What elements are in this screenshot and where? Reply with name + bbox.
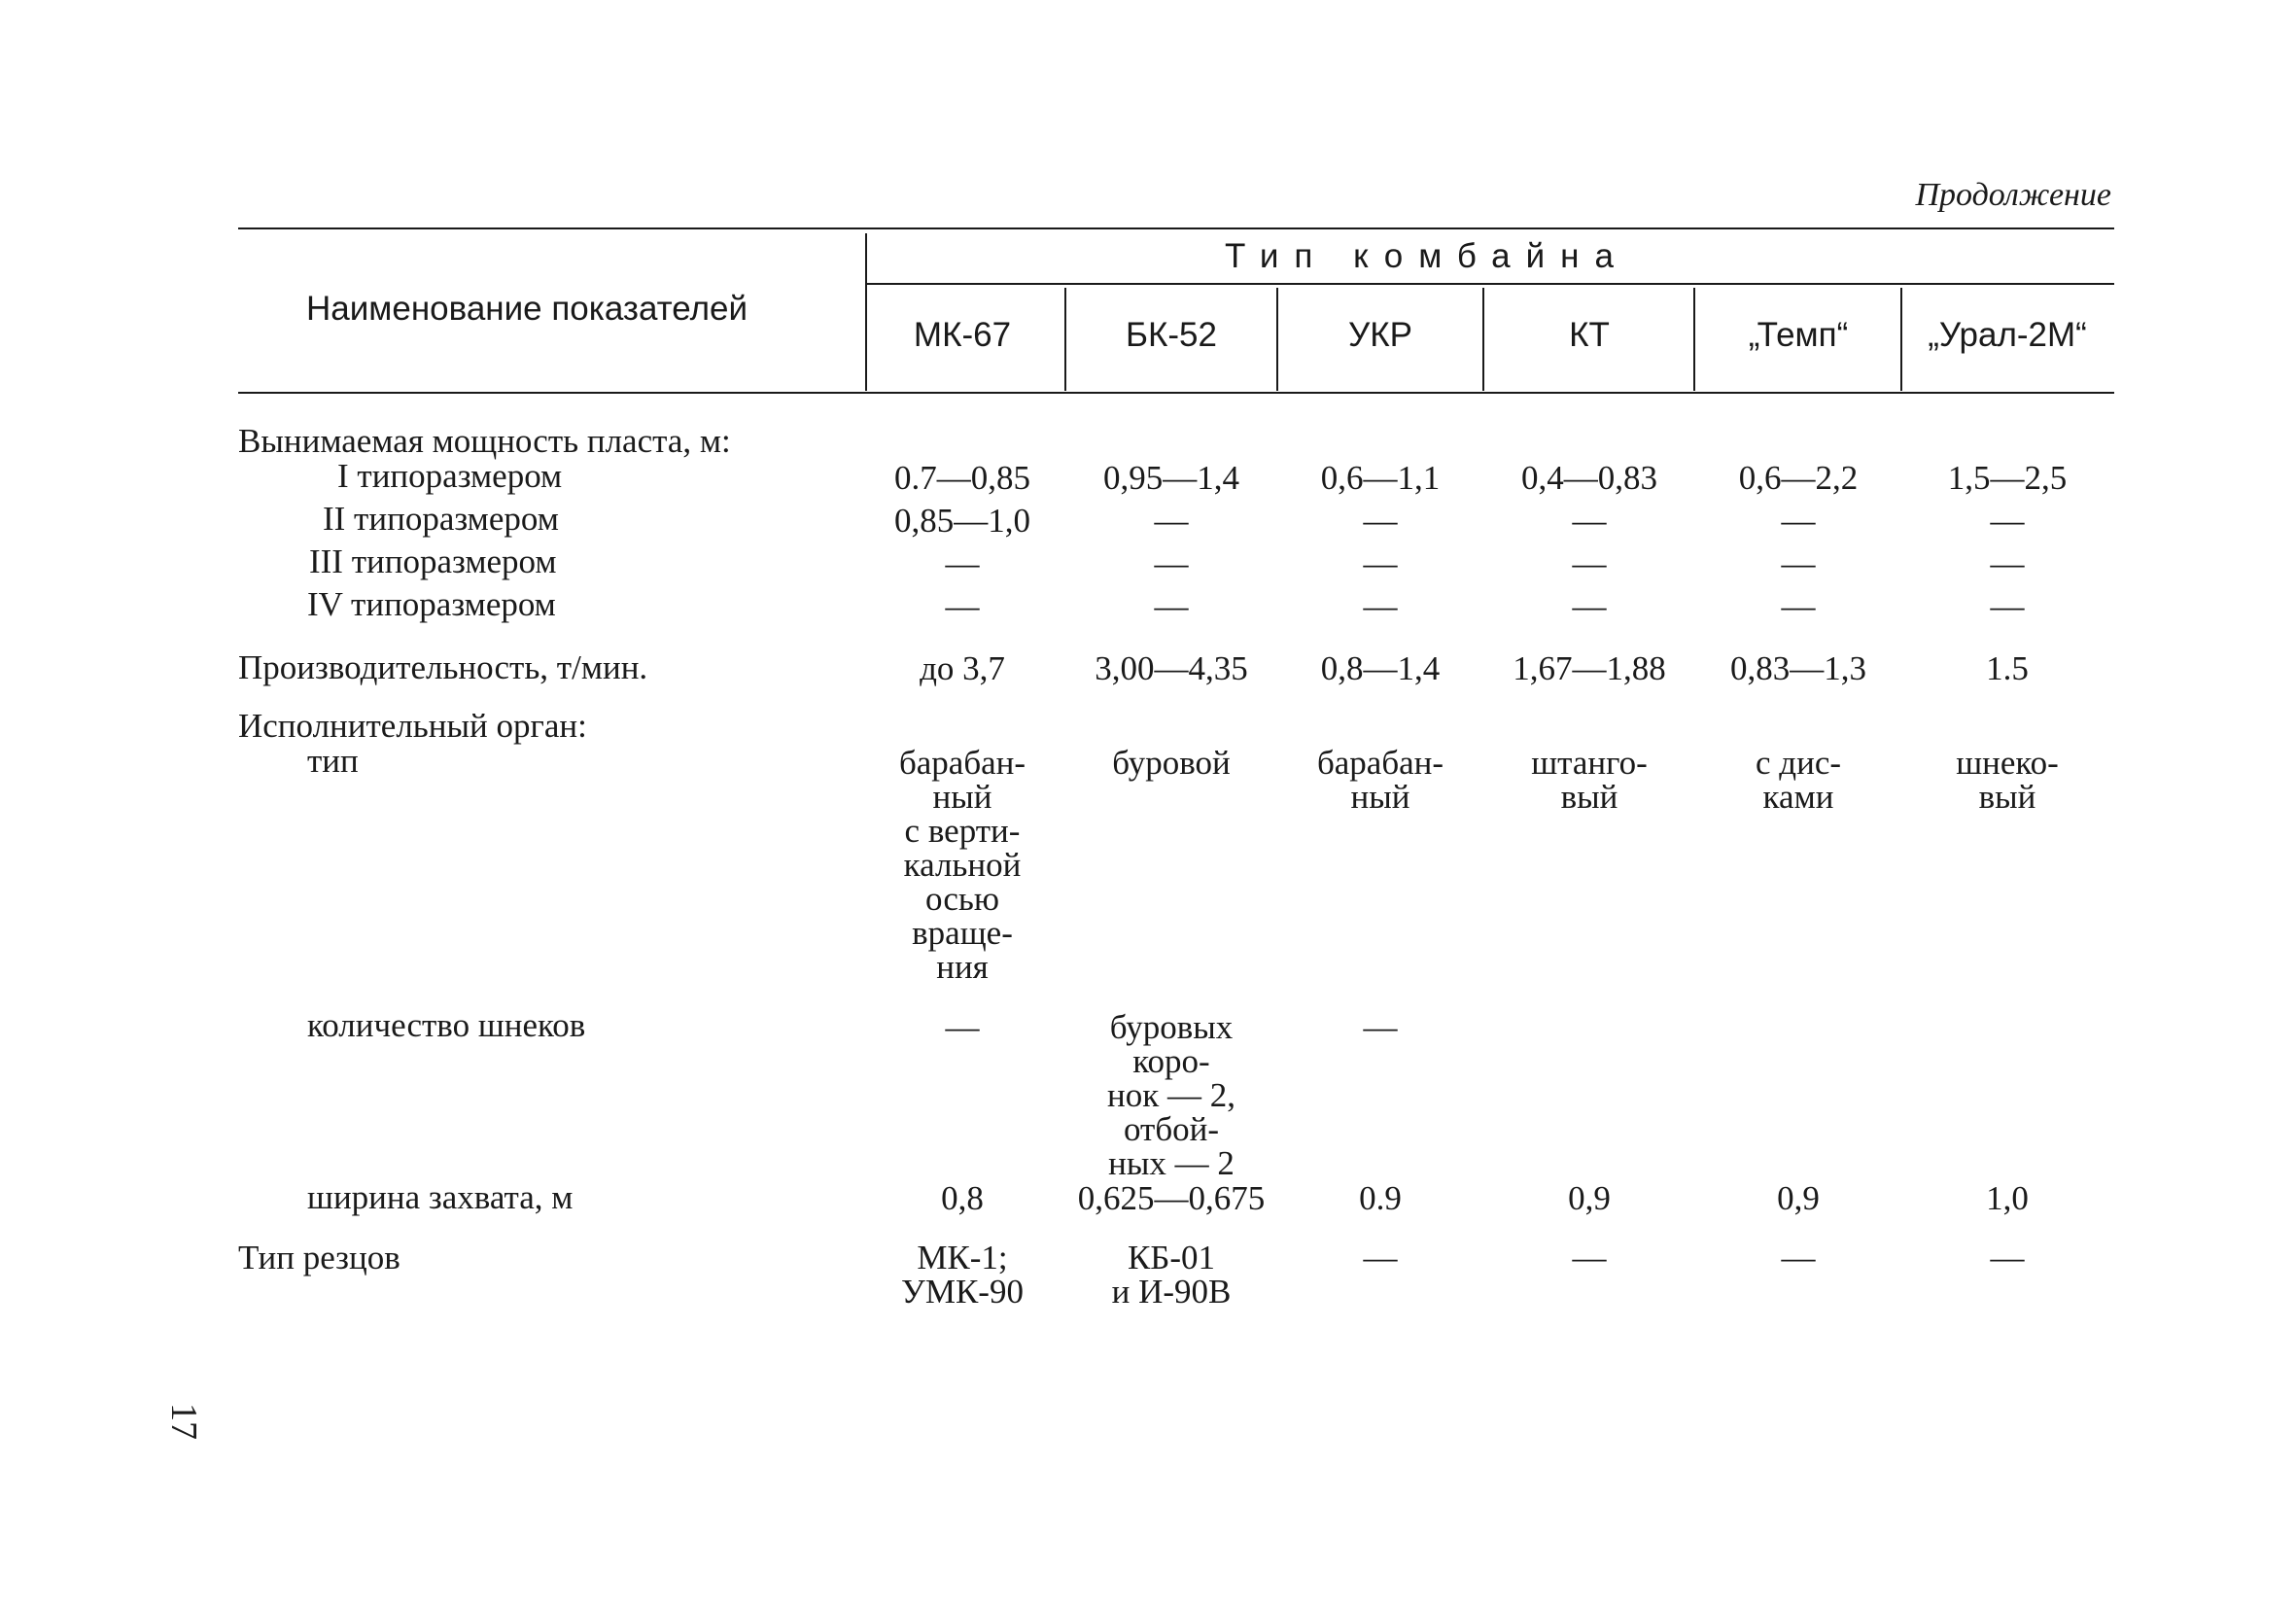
table-cell: 0,6—2,2 xyxy=(1738,459,1859,497)
table-cell: 0.9 xyxy=(1359,1179,1402,1217)
table-cell: КБ-01 и И-90В xyxy=(1111,1239,1232,1311)
table-cell: 0,9 xyxy=(1777,1179,1820,1217)
column-divider xyxy=(865,233,867,391)
row-label: I типоразмером xyxy=(337,457,563,495)
row-label: количество шнеков xyxy=(307,1006,586,1044)
table-cell: — xyxy=(1990,1239,2025,1276)
table-cell: 0,625—0,675 xyxy=(1077,1179,1266,1217)
table-cell: буровой xyxy=(1112,744,1231,782)
table-cell: — xyxy=(1781,1239,1816,1276)
table-cell: — xyxy=(1572,544,1607,582)
column-divider xyxy=(1276,288,1278,391)
table-cell: — xyxy=(1363,502,1398,540)
table-cell: до 3,7 xyxy=(920,649,1005,687)
table-cell: барабан- ный с верти- кальной осью враще- ния xyxy=(898,744,1026,986)
table-cell: — xyxy=(1990,502,2025,540)
table-cell: — xyxy=(945,587,980,625)
table-cell: — xyxy=(1781,544,1816,582)
table-cell: 0,4—0,83 xyxy=(1521,459,1657,497)
row-label: Вынимаемая мощность пласта, м: xyxy=(238,422,731,460)
column-header: „Темп“ xyxy=(1748,316,1849,354)
table-cell: — xyxy=(1363,544,1398,582)
column-header: УКР xyxy=(1348,316,1412,354)
row-header: Наименование показателей xyxy=(306,290,748,328)
row-label: ширина захвата, м xyxy=(307,1178,574,1216)
table-cell: — xyxy=(1781,502,1816,540)
column-divider xyxy=(1900,288,1902,391)
row-label: II типоразмером xyxy=(323,500,559,538)
column-header: „Урал-2М“ xyxy=(1928,316,2087,354)
table-cell: — xyxy=(1154,544,1189,582)
table-cell: 1.5 xyxy=(1986,649,2029,687)
row-label: Тип резцов xyxy=(238,1239,400,1276)
table-cell: 1,0 xyxy=(1986,1179,2029,1217)
table-cell: 1,5—2,5 xyxy=(1947,459,2068,497)
table-cell: 0,85—1,0 xyxy=(894,502,1030,540)
table-cell: барабан- ный xyxy=(1316,744,1444,816)
table-cell: 0,9 xyxy=(1568,1179,1611,1217)
row-label: IV типоразмером xyxy=(307,585,556,623)
table-cell: 0,95—1,4 xyxy=(1103,459,1239,497)
table-cell: МК-1; УМК-90 xyxy=(901,1239,1024,1311)
table-cell: — xyxy=(1363,1008,1398,1046)
column-divider xyxy=(1064,288,1066,391)
continuation-label: Продолжение xyxy=(1915,177,2111,213)
column-header: БК-52 xyxy=(1126,316,1217,354)
table-cell: — xyxy=(945,544,980,582)
table-cell: 0.7—0,85 xyxy=(894,459,1030,497)
column-header: КТ xyxy=(1569,316,1610,354)
row-label: III типоразмером xyxy=(309,542,557,580)
table-cell: 0,83—1,3 xyxy=(1730,649,1866,687)
table-cell: — xyxy=(1990,544,2025,582)
table-cell: шнеко- вый xyxy=(1956,744,2059,816)
table-cell: — xyxy=(1363,587,1398,625)
table-cell: — xyxy=(1154,587,1189,625)
table-cell: с дис- ками xyxy=(1755,744,1842,816)
column-header: МК-67 xyxy=(913,316,1012,354)
table-cell: — xyxy=(1572,502,1607,540)
column-divider xyxy=(1482,288,1484,391)
group-header-rule xyxy=(865,283,2114,285)
table-cell: 1,67—1,88 xyxy=(1513,649,1666,687)
table-cell: буровых коро- нок — 2, отбой- ных — 2 xyxy=(1107,1008,1235,1182)
column-divider xyxy=(1693,288,1695,391)
table-cell: — xyxy=(1990,587,2025,625)
table-cell: — xyxy=(1363,1239,1398,1276)
table-cell: штанго- вый xyxy=(1531,744,1648,816)
row-label: Производительность, т/мин. xyxy=(238,648,648,686)
header-bottom-rule xyxy=(238,392,2114,394)
table-cell: 0,6—1,1 xyxy=(1320,459,1441,497)
table-top-rule xyxy=(238,227,2114,229)
row-label: Исполнительный орган: xyxy=(238,707,587,745)
table-cell: 0,8 xyxy=(941,1179,984,1217)
table-cell: 3,00—4,35 xyxy=(1095,649,1248,687)
table-cell: — xyxy=(1781,587,1816,625)
table-cell: 0,8—1,4 xyxy=(1320,649,1441,687)
row-label: тип xyxy=(307,742,359,780)
page-number: 17 xyxy=(163,1403,204,1440)
table-cell: — xyxy=(1154,502,1189,540)
group-header: Тип комбайна xyxy=(1225,237,1629,275)
table-cell: — xyxy=(1572,1239,1607,1276)
table-cell: — xyxy=(1572,587,1607,625)
table-cell: — xyxy=(945,1008,980,1046)
